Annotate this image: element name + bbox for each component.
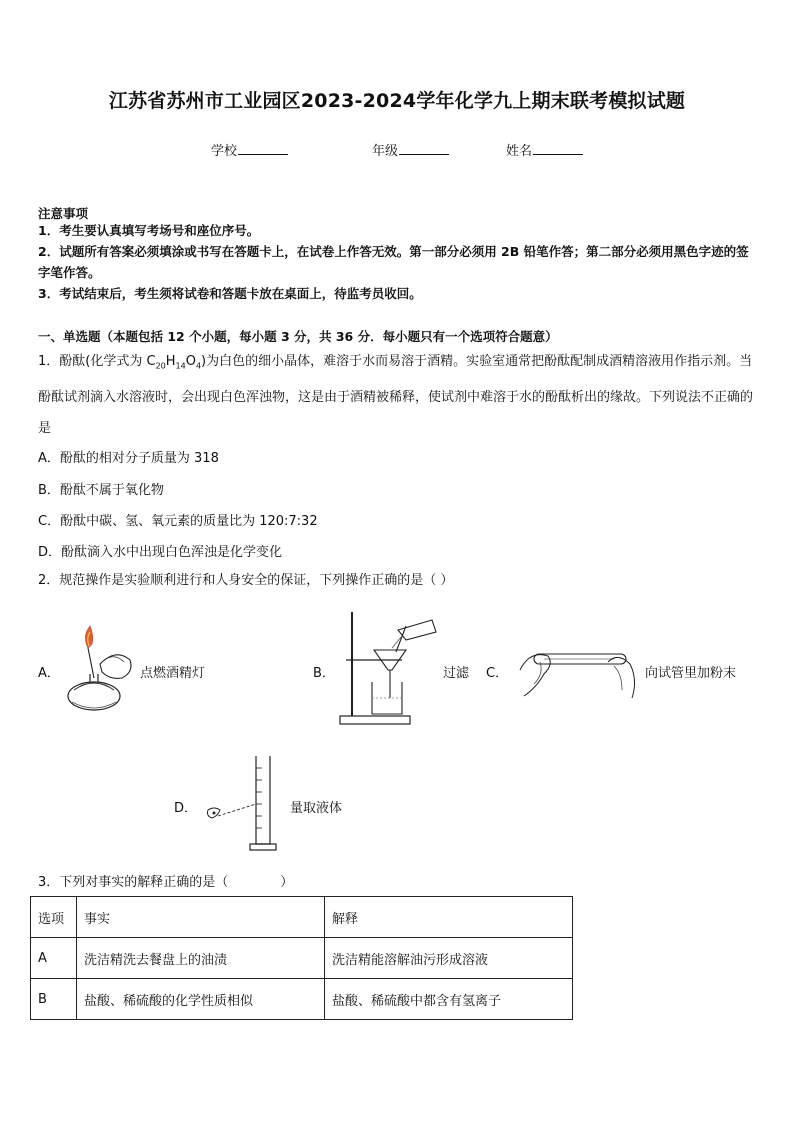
option-d: D．酚酞滴入水中出现白色浑浊是化学变化	[38, 545, 283, 560]
grade-label: 年级	[372, 144, 399, 159]
notice-item: 1．考生要认真填写考场号和座位序号。	[38, 223, 260, 238]
table-header-row	[31, 897, 573, 938]
table-cell: 洗洁精洗去餐盘上的油渍	[77, 938, 325, 979]
graduated-cylinder-figure	[200, 752, 286, 854]
alcohol-lamp-figure	[60, 624, 144, 716]
q2-caption-a: 点燃酒精灯	[140, 666, 206, 681]
table-cell: 盐酸、稀硫酸中都含有氢离子	[325, 979, 573, 1020]
table-cell: A	[31, 938, 77, 979]
facts-table	[30, 896, 573, 1020]
question-2: 2．规范操作是实验顺利进行和人身安全的保证，下列操作正确的是（ ）	[38, 573, 454, 588]
table-row	[31, 979, 573, 1020]
q2-label-d: D．	[174, 801, 198, 816]
option-b: B．酚酞不属于氧化物	[38, 483, 164, 498]
section-heading: 一、单选题（本题包括 12 个小题，每小题 3 分，共 36 分．每小题只有一个选项符合题意）	[38, 329, 558, 344]
notice-item: 2．试题所有答案必须填涂或书写在答题卡上，在试卷上作答无效。第一部分必须用 2B 铅笔作答；第二部分必须用黑色字迹的签字笔作答。	[38, 244, 749, 280]
q2-label-b: B．	[313, 666, 335, 681]
name-field	[506, 140, 583, 159]
table-cell: B	[31, 979, 77, 1020]
page-title: 江苏省苏州市工业园区2023-2024学年化学九上期末联考模拟试题	[108, 90, 686, 112]
question-1: 1．酚酞(化学式为 $C_{20}H_{14}O_4$)为白色的细小晶体，难溶于水而易溶于酒精。实验室通常把酚酞配制成酒精溶液用作指示剂。当酚酞试剂滴入水溶液时，会出现白色浑浊物，这是由于酒精被稀释，使试剂中难溶于水的酚酞析出的缘故。下列说法不正确的是	[38, 354, 754, 436]
filtration-figure	[336, 608, 440, 728]
grade-blank	[399, 142, 449, 155]
table-header: 选项	[31, 897, 77, 938]
question-3: 3．下列对事实的解释正确的是（ ）	[38, 875, 294, 890]
q2-label-c: C．	[486, 666, 509, 681]
notice-item: 3．考试结束后，考生须将试卷和答题卡放在桌面上，待监考员收回。	[38, 286, 422, 301]
grade-field	[372, 140, 449, 159]
table-header: 解释	[325, 897, 573, 938]
q2-caption-d: 量取液体	[290, 801, 343, 816]
table-cell: 洗洁精能溶解油污形成溶液	[325, 938, 573, 979]
name-blank	[533, 142, 583, 155]
table-cell: 盐酸、稀硫酸的化学性质相似	[77, 979, 325, 1020]
option-c: C．酚酞中碳、氢、氧元素的质量比为 120:7:32	[38, 514, 318, 529]
notice-heading: 注意事项	[38, 206, 89, 221]
q2-caption-b: 过滤	[443, 666, 470, 681]
name-label: 姓名	[506, 144, 533, 159]
q2-caption-c: 向试管里加粉末	[645, 666, 737, 681]
school-label: 学校	[211, 144, 238, 159]
table-row	[31, 938, 573, 979]
option-a: A．酚酞的相对分子质量为 318	[38, 451, 219, 466]
test-tube-powder-figure	[514, 640, 642, 704]
school-blank	[238, 142, 288, 155]
table-header: 事实	[77, 897, 325, 938]
school-field	[211, 140, 288, 159]
q2-label-a: A．	[38, 666, 60, 681]
